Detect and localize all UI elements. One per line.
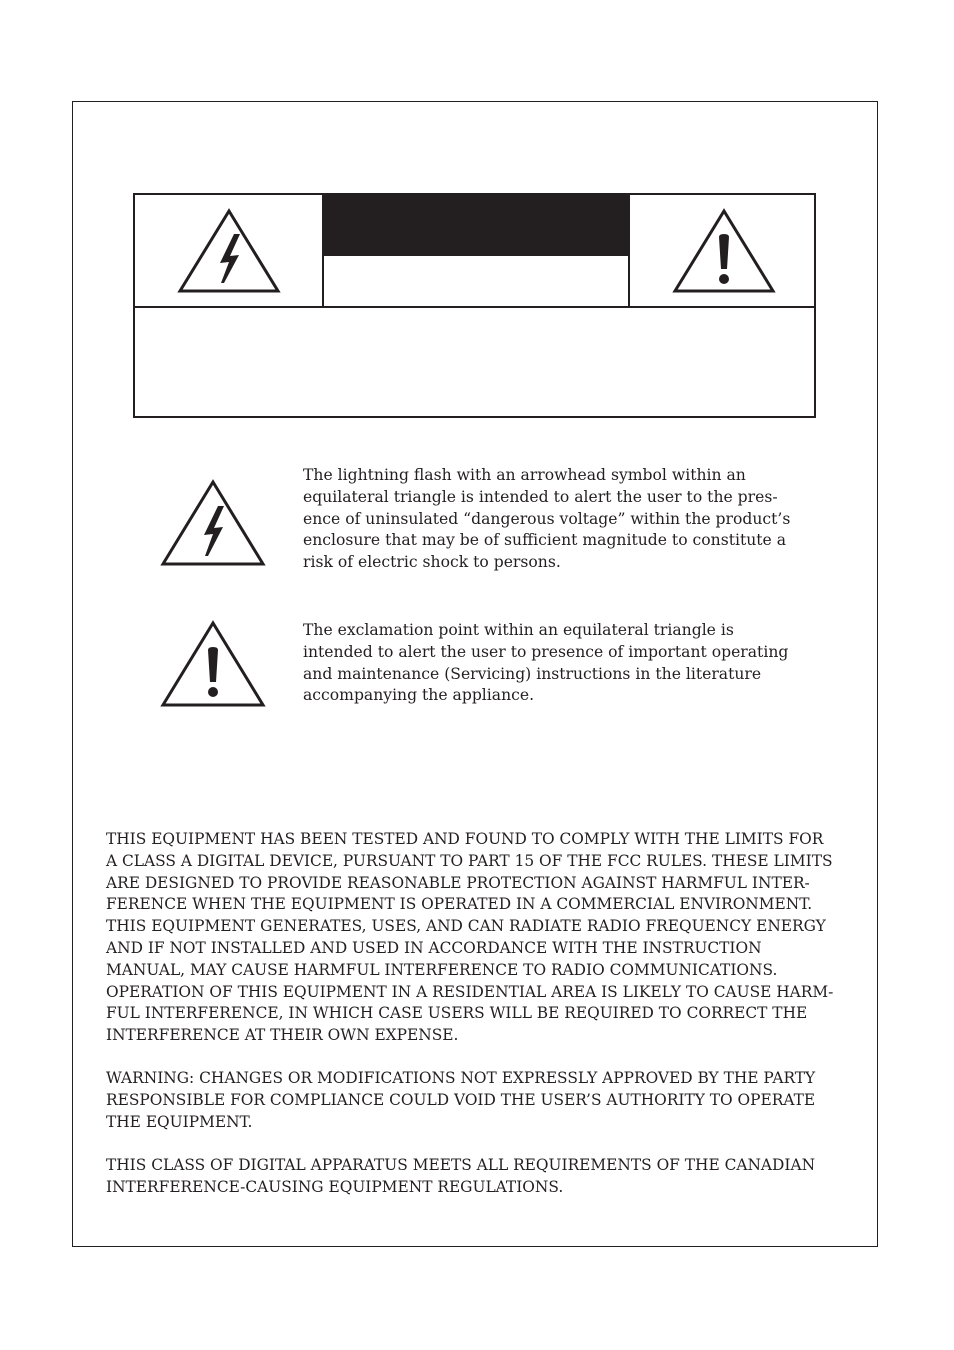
text-line: THIS CLASS OF DIGITAL APPARATUS MEETS ALL REQUIREMENTS OF THE CANADIAN	[106, 1156, 816, 1174]
canadian-compliance-notice	[106, 1155, 851, 1199]
exclamation-triangle-icon	[159, 619, 267, 709]
text-line: and maintenance (Servicing) instructions in the literature	[303, 664, 762, 683]
text-line: OPERATION OF THIS EQUIPMENT IN A RESIDENTIAL AREA IS LIKELY TO CAUSE HARM-	[106, 982, 834, 1001]
text-line: THIS EQUIPMENT HAS BEEN TESTED AND FOUND TO COMPLY WITH THE LIMITS FOR	[106, 830, 824, 848]
text-line: accompanying the appliance.	[303, 686, 535, 705]
text-line: THIS EQUIPMENT GENERATES, USES, AND CAN RADIATE RADIO FREQUENCY ENERGY	[106, 917, 826, 936]
text-line: intended to alert the user to presence of important operating	[303, 642, 789, 661]
caution-banner	[324, 195, 630, 256]
text-line: WARNING: CHANGES OR MODIFICATIONS NOT EXPRESSLY APPROVED BY THE PARTY	[106, 1069, 816, 1087]
text-line: The exclamation point within an equilateral triangle is	[303, 621, 734, 639]
text-line: INTERFERENCE-CAUSING EQUIPMENT REGULATIONS.	[106, 1177, 564, 1196]
lightning-triangle-icon	[176, 207, 282, 295]
text-line: The lightning flash with an arrowhead symbol within an	[303, 466, 746, 484]
lightning-triangle-icon	[159, 478, 267, 568]
text-line: AND IF NOT INSTALLED AND USED IN ACCORDANCE WITH THE INSTRUCTION	[106, 938, 762, 957]
text-line: FERENCE WHEN THE EQUIPMENT IS OPERATED IN A COMMERCIAL ENVIRONMENT.	[106, 895, 813, 914]
fcc-compliance-notice	[106, 829, 851, 1047]
text-line: INTERFERENCE AT THEIR OWN EXPENSE.	[106, 1026, 459, 1045]
caution-center-cell	[324, 195, 630, 306]
text-line: enclosure that may be of sufficient magnitude to constitute a	[303, 531, 787, 550]
modification-warning-notice	[106, 1068, 851, 1133]
text-line: risk of electric shock to persons.	[303, 553, 561, 572]
caution-header-row	[135, 195, 814, 308]
text-line: MANUAL, MAY CAUSE HARMFUL INTERFERENCE TO RADIO COMMUNICATIONS.	[106, 960, 778, 979]
caution-right-cell	[628, 195, 817, 306]
caution-label-box	[133, 193, 816, 418]
text-line: THE EQUIPMENT.	[106, 1112, 253, 1131]
text-line: A CLASS A DIGITAL DEVICE, PURSUANT TO PART 15 OF THE FCC RULES. THESE LIMITS	[106, 851, 833, 870]
text-line: ARE DESIGNED TO PROVIDE REASONABLE PROTECTION AGAINST HARMFUL INTER-	[106, 873, 810, 892]
lightning-symbol-description	[303, 465, 823, 574]
text-line: ence of uninsulated “dangerous voltage” within the product’s	[303, 509, 791, 528]
text-line: RESPONSIBLE FOR COMPLIANCE COULD VOID THE USER’S AUTHORITY TO OPERATE	[106, 1090, 816, 1109]
exclamation-triangle-icon	[671, 207, 777, 295]
caution-left-cell	[135, 195, 324, 306]
text-line: FUL INTERFERENCE, IN WHICH CASE USERS WILL BE REQUIRED TO CORRECT THE	[106, 1004, 808, 1023]
exclamation-symbol-description	[303, 620, 823, 707]
text-line: equilateral triangle is intended to alert the user to the pres-	[303, 487, 778, 506]
